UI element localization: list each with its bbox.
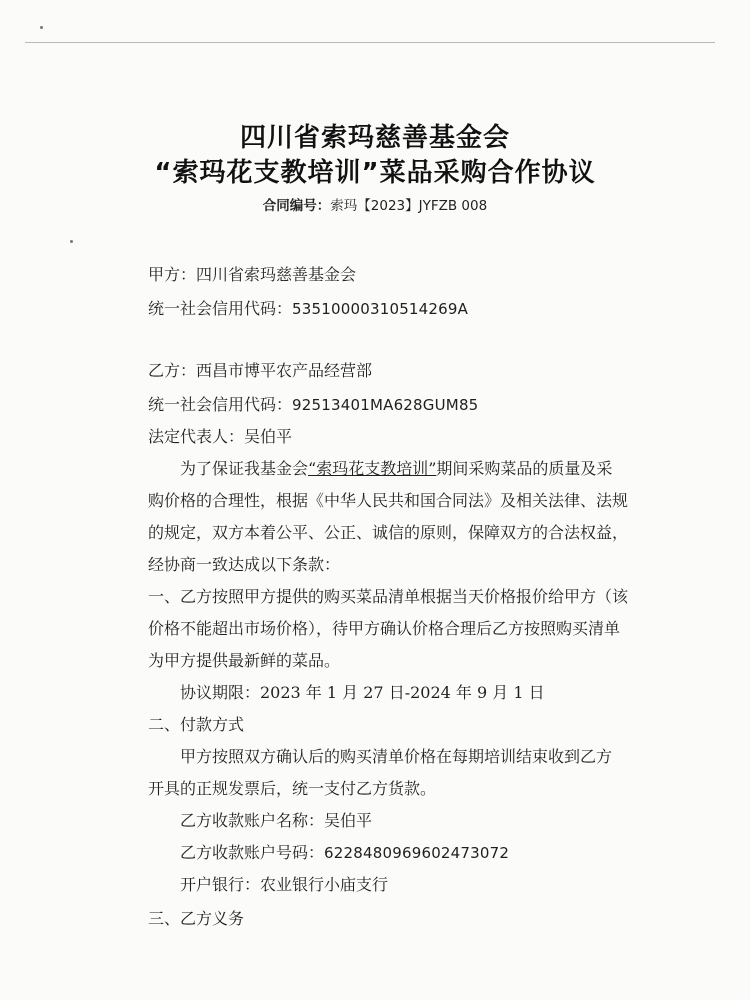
party-b-credit-code: 92513401MA628GUM85	[292, 396, 479, 414]
section2-line2: 开具的正规发票后，统一支付乙方货款。	[148, 779, 437, 798]
section1-line1: 一、乙方按照甲方提供的购买菜品清单根据当天价格报价给甲方（该	[148, 587, 629, 606]
section3-heading: 三、乙方义务	[148, 909, 245, 928]
contract-number	[0, 194, 750, 214]
party-b-credit-line	[148, 392, 478, 415]
section2-line1: 甲方按照双方确认后的购买清单价格在每期培训结束收到乙方	[180, 747, 613, 766]
account-name-line	[180, 808, 372, 831]
contract-number-label: 合同编号：	[262, 198, 331, 214]
scan-speck	[70, 240, 73, 243]
agreement-term: 协议期限：2023 年 1 月 27 日-2024 年 9 月 1 日	[180, 683, 545, 702]
intro-line3: 的规定，双方本着公平、公正、诚信的原则，保障双方的合法权益，	[148, 523, 629, 542]
account-number-line	[180, 840, 509, 863]
party-b-name: 西昌市博平农产品经营部	[196, 361, 373, 380]
bank-name: 农业银行小庙支行	[260, 875, 389, 894]
account-number-value: 6228480969602473072	[324, 844, 510, 862]
intro-line2: 购价格的合理性，根据《中华人民共和国合同法》及相关法律、法规	[148, 491, 629, 510]
document-title-line1: 四川省索玛慈善基金会	[239, 123, 510, 153]
legal-rep-label: 法定代表人：	[148, 427, 245, 446]
bank-line	[180, 872, 388, 895]
credit-code-label: 统一社会信用代码：	[148, 299, 293, 318]
document-title-line2: “索玛花支教培训”菜品采购合作协议	[154, 158, 596, 188]
intro-line4: 经协商一致达成以下条款：	[148, 555, 341, 574]
party-a-credit-line	[148, 296, 468, 319]
party-a-label: 甲方：	[148, 265, 197, 284]
bank-label: 开户银行：	[180, 875, 261, 894]
intro-text: 为了保证我基金会	[180, 459, 309, 478]
party-a-name: 四川省索玛慈善基金会	[196, 265, 357, 284]
scan-speck	[40, 26, 43, 29]
scan-edge-line	[25, 42, 715, 43]
legal-rep-line	[148, 424, 292, 447]
account-number-label: 乙方收款账户号码：	[180, 843, 325, 862]
program-name-underlined: “索玛花支教培训”	[308, 459, 437, 478]
section2-heading: 二、付款方式	[148, 715, 245, 734]
party-a-line	[148, 262, 356, 285]
section1-line2: 价格不能超出市场价格），待甲方确认价格合理后乙方按照购买清单	[148, 619, 621, 638]
party-a-credit-code: 53510000310514269A	[292, 300, 469, 318]
party-b-label: 乙方：	[148, 361, 197, 380]
party-b-line	[148, 358, 372, 381]
intro-text: 期间采购菜品的质量及采	[436, 459, 613, 478]
legal-rep-name: 吴伯平	[244, 427, 293, 446]
section1-line3: 为甲方提供最新鲜的菜品。	[148, 651, 341, 670]
account-name-value: 吴伯平	[324, 811, 373, 830]
intro-line1	[180, 456, 612, 479]
contract-number-value: 索玛【2023】JYFZB 008	[330, 198, 488, 214]
account-name-label: 乙方收款账户名称：	[180, 811, 325, 830]
credit-code-label: 统一社会信用代码：	[148, 395, 293, 414]
